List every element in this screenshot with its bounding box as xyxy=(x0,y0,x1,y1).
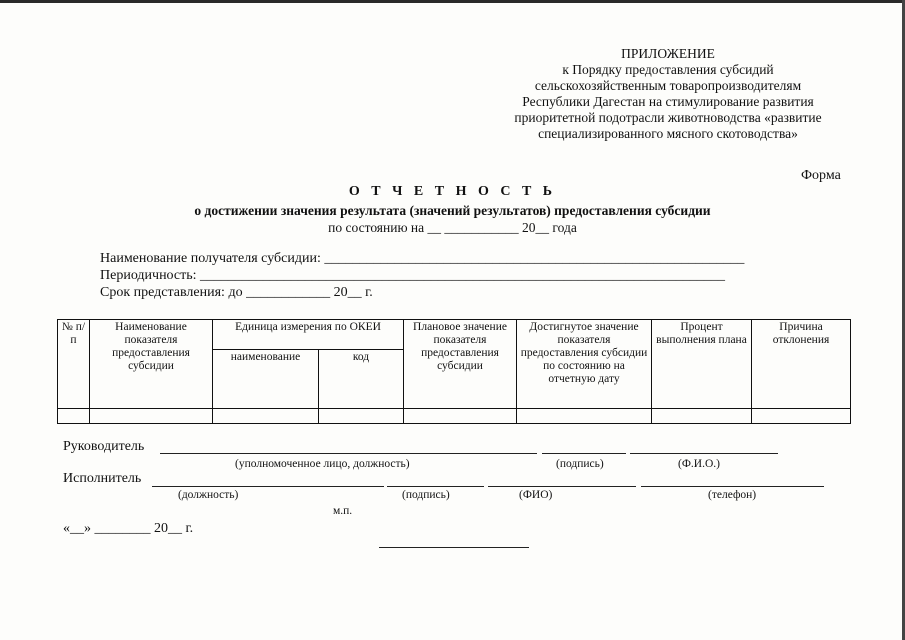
recipient-field[interactable]: Наименование получателя субсидии: ____________________________________________________________ xyxy=(100,251,745,266)
table-cell[interactable] xyxy=(90,409,213,424)
header-percent: Процент выполнения плана xyxy=(652,320,752,409)
report-subtitle: о достижении значения результата (значений результатов) предоставления субсидии xyxy=(194,203,711,218)
periodicity-field[interactable]: Периодичность: ___________________________________________________________________________ xyxy=(100,268,726,283)
header-reason: Причина отклонения xyxy=(752,320,851,409)
appendix-line: Республики Дагестан на стимулирование развития xyxy=(522,94,814,109)
executor-caption-position: (должность) xyxy=(178,489,239,501)
report-table xyxy=(57,319,851,424)
table-cell[interactable] xyxy=(319,409,404,424)
stamp-label: м.п. xyxy=(333,505,353,517)
executor-phone-line[interactable] xyxy=(641,486,824,487)
header-num: № п/п xyxy=(58,320,90,409)
header-unit-code: код xyxy=(319,350,404,409)
head-name-line[interactable] xyxy=(630,453,778,454)
scan-edge-top xyxy=(0,0,905,3)
head-signature-line[interactable] xyxy=(542,453,626,454)
header-unit-group: Единица измерения по ОКЕИ xyxy=(213,320,404,350)
header-indicator: Наименование показателя предоставления субсидии xyxy=(90,320,213,409)
table-cell[interactable] xyxy=(58,409,90,424)
executor-caption-phone: (телефон) xyxy=(708,489,757,501)
table-cell[interactable] xyxy=(517,409,652,424)
executor-position-line[interactable] xyxy=(152,486,384,487)
head-label: Руководитель xyxy=(63,439,145,454)
table-cell[interactable] xyxy=(652,409,752,424)
table-cell[interactable] xyxy=(213,409,319,424)
executor-label: Исполнитель xyxy=(63,471,142,486)
form-label: Форма xyxy=(801,168,841,183)
appendix-line: сельскохозяйственным товаропроизводителям xyxy=(534,78,802,93)
table-cell[interactable] xyxy=(752,409,851,424)
report-title: О Т Ч Е Т Н О С Т Ь xyxy=(348,184,557,199)
separator-line xyxy=(379,547,529,548)
executor-caption-signature: (подпись) xyxy=(402,489,450,501)
head-caption-position: (уполномоченное лицо, должность) xyxy=(235,458,410,470)
appendix-line: приоритетной подотрасли животноводства «развитие xyxy=(514,110,822,125)
table-cell[interactable] xyxy=(404,409,517,424)
report-date-line: по состоянию на __ ___________ 20__ года xyxy=(328,220,577,235)
executor-name-line[interactable] xyxy=(488,486,636,487)
head-caption-signature: (подпись) xyxy=(556,458,604,470)
head-caption-name: (Ф.И.О.) xyxy=(678,458,720,470)
appendix-block xyxy=(488,46,848,142)
head-position-line[interactable] xyxy=(160,453,537,454)
header-unit-name: наименование xyxy=(213,350,319,409)
executor-signature-line[interactable] xyxy=(387,486,484,487)
header-achieved: Достигнутое значение показателя предоставления субсидии по состоянию на отчетную дату xyxy=(517,320,652,409)
executor-caption-name: (ФИО) xyxy=(519,489,553,501)
table-row xyxy=(58,409,851,424)
date-line[interactable]: «__» ________ 20__ г. xyxy=(63,521,194,536)
header-planned: Плановое значение показателя предоставления субсидии xyxy=(404,320,517,409)
appendix-line: ПРИЛОЖЕНИЕ xyxy=(621,46,715,61)
appendix-line: специализированного мясного скотоводства» xyxy=(538,126,798,141)
appendix-line: к Порядку предоставления субсидий xyxy=(562,62,774,77)
deadline-field[interactable]: Срок представления: до ____________ 20__ г. xyxy=(100,285,373,300)
